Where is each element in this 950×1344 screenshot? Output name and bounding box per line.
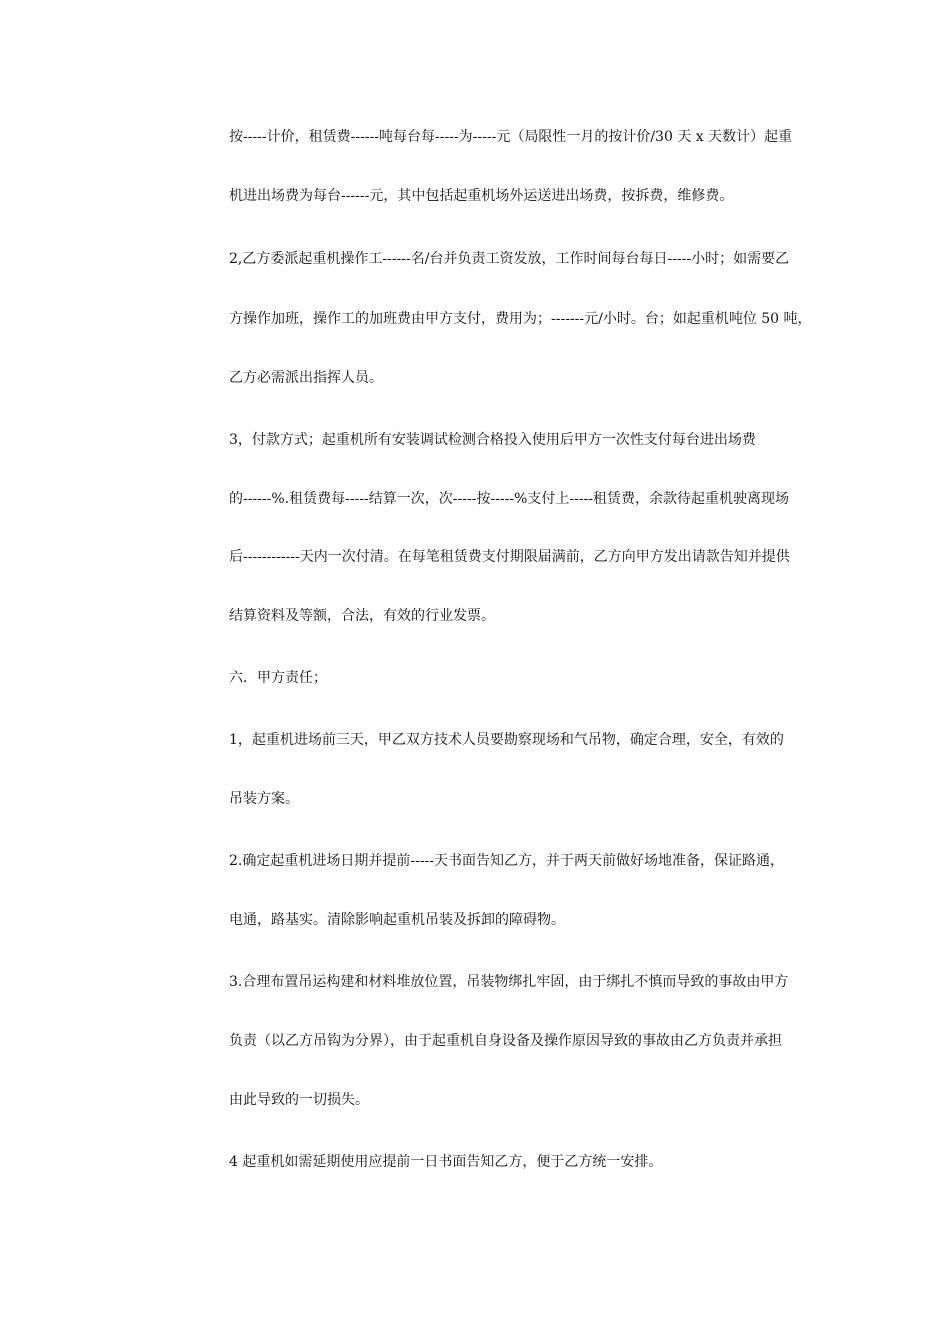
text-line: 电通，路基实。清除影响起重机吊装及拆卸的障碍物。 (229, 912, 565, 928)
text-line: 方操作加班，操作工的加班费由甲方支付，费用为；-------元/小时。台；如起重机吨位 50 吨， (229, 311, 812, 327)
text-line: 由此导致的一切损失。 (229, 1092, 369, 1108)
text-line: 结算资料及等额，合法，有效的行业发票。 (229, 608, 495, 624)
text-line: 4 起重机如需延期使用应提前一日书面告知乙方，便于乙方统一安排。 (229, 1154, 663, 1170)
text-line: 的------%.租赁费每-----结算一次，次-----按-----%支付上-----租赁费，余款待起重机驶离现场 (229, 491, 790, 507)
text-line: 3，付款方式；起重机所有安装调试检测合格投入使用后甲方一次性支付每台进出场费 (229, 432, 756, 448)
text-line: 后------------天内一次付清。在每笔租赁费支付期限届满前，乙方向甲方发出请款告知并提供 (229, 549, 790, 565)
text-line: 按-----计价，租赁费------吨每台每-----为-----元（局限性一月的按计价/30 天 x 天数计）起重 (229, 129, 793, 145)
text-line: 1，起重机进场前三天，甲乙双方技术人员要勘察现场和气吊物，确定合理，安全，有效的 (229, 732, 784, 748)
section-heading: 六．甲方责任； (229, 670, 327, 686)
text-line: 2,乙方委派起重机操作工------名/台并负责工资发放，工作时间每台每日-----小时；如需要乙 (229, 251, 790, 267)
text-line: 2.确定起重机进场日期并提前-----天书面告知乙方，并于两天前做好场地准备，保证路通， (229, 853, 785, 869)
text-line: 吊装方案。 (229, 791, 299, 807)
text-line: 3.合理布置吊运构建和材料堆放位置，吊装物绑扎牢固，由于绑扎不慎而导致的事故由甲方 (229, 974, 789, 990)
text-line: 乙方必需派出指挥人员。 (229, 370, 383, 386)
text-line: 负责（以乙方吊钩为分界），由于起重机自身设备及操作原因导致的事故由乙方负责并承担 (229, 1033, 782, 1049)
text-line: 机进出场费为每台------元，其中包括起重机场外运送进出场费，按拆费，维修费。 (229, 188, 734, 204)
